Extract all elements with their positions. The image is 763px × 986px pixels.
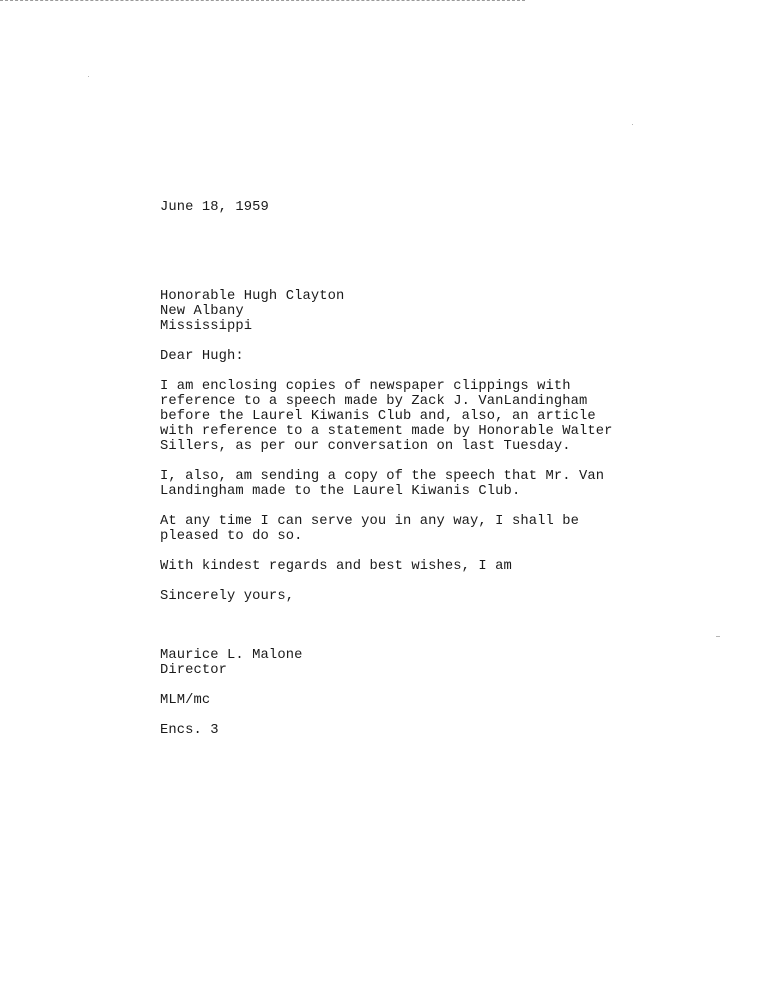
letter-date: June 18, 1959: [160, 200, 269, 215]
recipient-address: [160, 289, 720, 334]
scan-speck: [88, 76, 89, 77]
paragraph-3: [160, 514, 720, 544]
recipient-city: New Albany: [160, 304, 244, 319]
letter-body: [160, 200, 720, 738]
recipient-name: Honorable Hugh Clayton: [160, 289, 345, 304]
enclosures-note: Encs. 3: [160, 723, 219, 738]
paragraph-1: [160, 379, 720, 454]
signature-block: [160, 648, 720, 678]
paragraph-line: At any time I can serve you in any way, I shall be: [160, 514, 579, 529]
paragraph-line: pleased to do so.: [160, 529, 303, 544]
recipient-state: Mississippi: [160, 319, 253, 334]
paragraph-2: [160, 469, 720, 499]
paragraph-line: with reference to a statement made by Honorable Walter: [160, 424, 613, 439]
paragraph-line: before the Laurel Kiwanis Club and, also, an article: [160, 409, 596, 424]
paragraph-line: I, also, am sending a copy of the speech that Mr. Van: [160, 469, 605, 484]
typist-initials: MLM/mc: [160, 693, 211, 708]
page-top-edge: [0, 0, 525, 1]
signer-name: Maurice L. Malone: [160, 648, 303, 663]
paragraph-line: With kindest regards and best wishes, I am: [160, 559, 512, 574]
paragraph-line: reference to a speech made by Zack J. VanLandingham: [160, 394, 588, 409]
paragraph-4: [160, 559, 720, 574]
signer-title: Director: [160, 663, 228, 678]
paragraph-line: Sillers, as per our conversation on last Tuesday.: [160, 439, 571, 454]
paragraph-line: I am enclosing copies of newspaper clippings with: [160, 379, 571, 394]
scan-speck: [632, 124, 633, 125]
paragraph-line: Landingham made to the Laurel Kiwanis Club.: [160, 484, 521, 499]
salutation: Dear Hugh:: [160, 349, 244, 364]
closing: Sincerely yours,: [160, 589, 295, 604]
